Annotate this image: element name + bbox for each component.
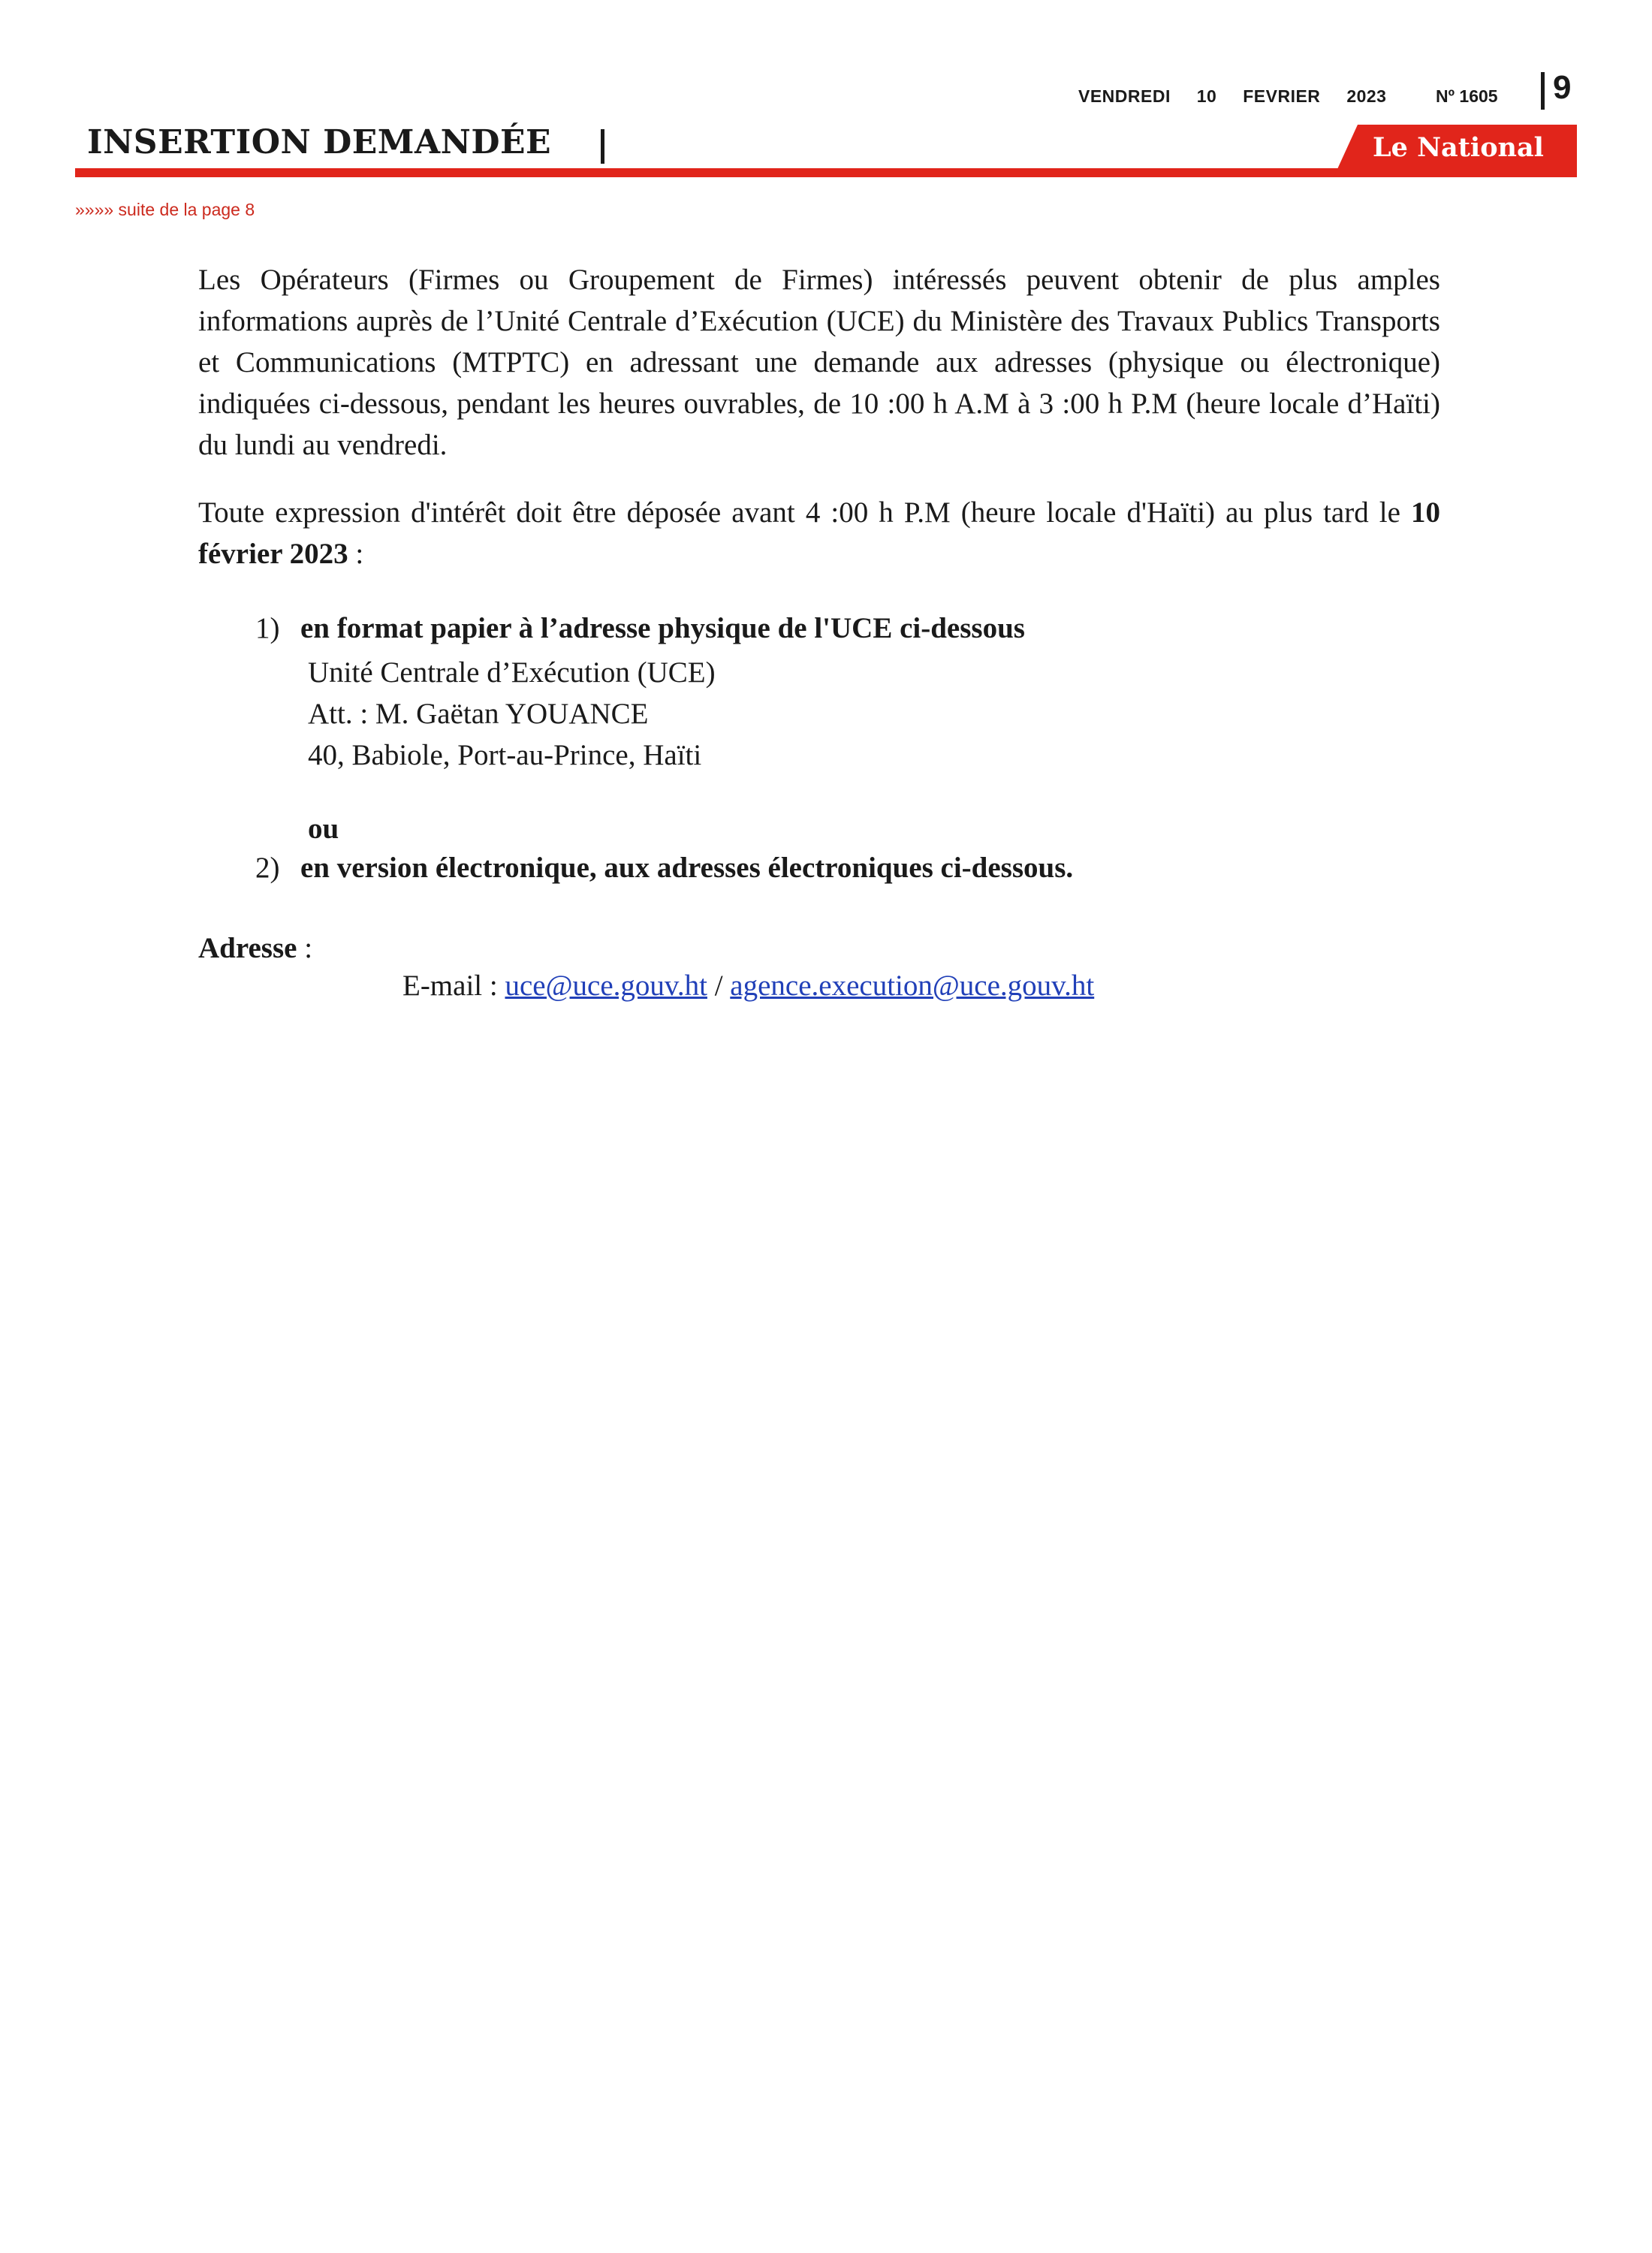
adresse-colon: : [297,932,313,964]
dateline-day: VENDREDI [1078,86,1171,106]
list-item-electronic [255,851,1073,885]
list-item-text: en format papier à l’adresse physique de l'UCE ci-dessous [300,612,1025,644]
list-number: 1) [255,612,280,644]
dateline-date: 10 [1196,86,1217,106]
adresse-heading [198,931,312,965]
email-link-uce[interactable]: uce@uce.gouv.ht [505,970,707,1002]
section-title-divider [601,129,604,164]
continuation-note: »»»» suite de la page 8 [75,200,255,219]
brand-logo: Le National [1373,132,1544,163]
or-separator: ou [308,813,339,845]
page-number-separator [1541,72,1545,110]
dateline-month: FEVRIER [1243,86,1321,106]
deadline-text: Toute expression d'intérêt doit être déposée avant 4 :00 h P.M (heure locale d'Haïti) au plus tard le [198,496,1411,529]
address-line: 40, Babiole, Port-au-Prince, Haïti [308,739,702,771]
section-title: INSERTION DEMANDÉE [87,123,552,161]
email-separator: / [707,970,731,1002]
dateline-year: 2023 [1346,86,1387,106]
email-line [402,969,1094,1003]
issue-number: Nº 1605 [1436,86,1498,106]
address-line: Att. : M. Gaëtan YOUANCE [308,698,649,730]
list-number: 2) [255,852,280,884]
page-number: 9 [1553,69,1572,106]
email-prefix: E-mail : [402,970,505,1002]
paragraph-deadline [198,492,1440,575]
list-item-text: en version électronique, aux adresses électroniques ci-dessous. [300,852,1074,884]
paragraph-info: Les Opérateurs (Firmes ou Groupement de Firmes) intéressés peuvent obtenir de plus amples informations auprès de l’Unité Centrale d’Exécution (UCE) du Ministère des Travaux Publics Transports et Communications (MTPTC) en adressant une demande aux adresses (physique ou électronique) indiquées ci-dessous, pendant les heures ouvrables, de 10 :00 h A.M à 3 :00 h P.M (heure locale d’Haïti) du lundi au vendredi. [198,264,1440,461]
adresse-label: Adresse [198,932,297,964]
deadline-colon: : [348,538,364,570]
address-line: Unité Centrale d’Exécution (UCE) [308,656,716,689]
list-item-paper [255,611,1025,645]
deadline-date: 10 février 2023 [198,496,1440,570]
email-link-agence[interactable]: agence.execution@uce.gouv.ht [730,970,1095,1002]
dateline [1078,86,1407,107]
